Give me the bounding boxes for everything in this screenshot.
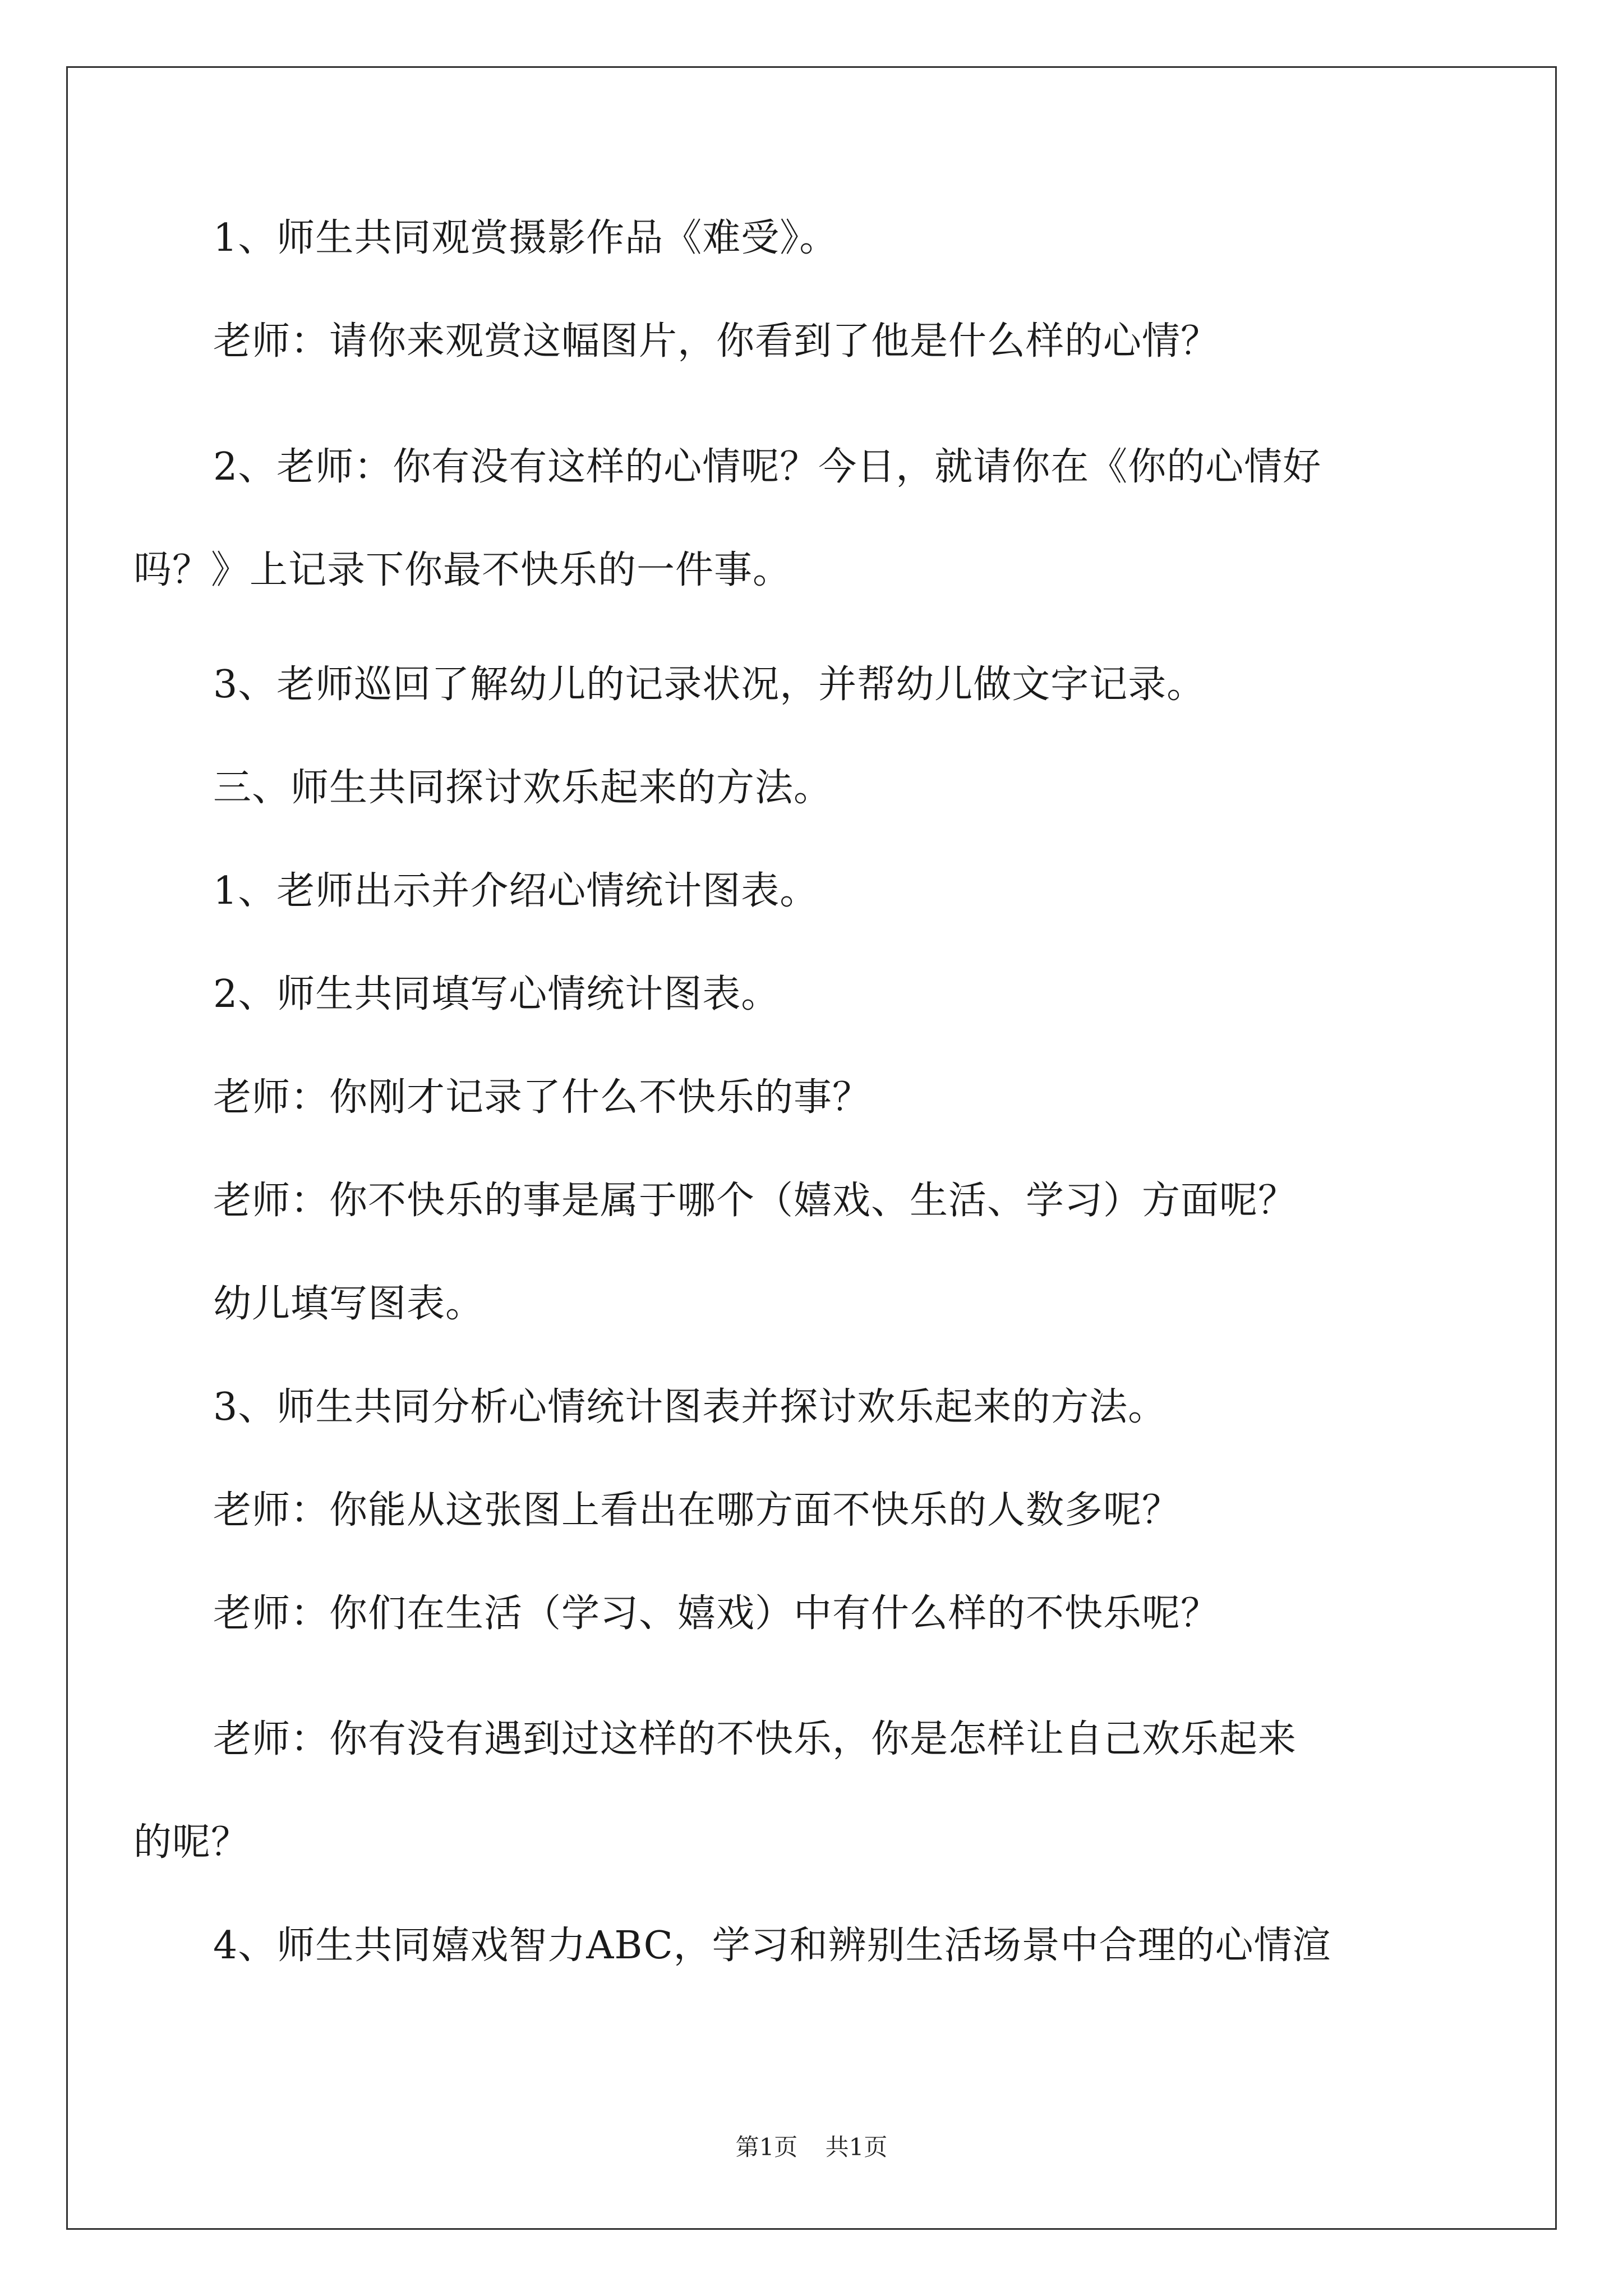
paragraph-line: 老师：你有没有遇到过这样的不快乐，你是怎样让自己欢乐起来: [213, 1717, 1297, 1761]
page-total: 共1页: [825, 2133, 888, 2161]
paragraph-line: 幼儿填写图表。: [213, 1282, 485, 1326]
paragraph-line: 吗？》上记录下你最不快乐的一件事。: [133, 548, 792, 592]
paragraph-line: 三、师生共同探讨欢乐起来的方法。: [213, 766, 833, 810]
paragraph-line: 3、老师巡回了解幼儿的记录状况，并帮幼儿做文字记录。: [213, 662, 1206, 707]
paragraph-line: 1、师生共同观赏摄影作品《难受》。: [213, 216, 838, 260]
paragraph-line: 老师：你能从这张图上看出在哪方面不快乐的人数多呢？: [213, 1488, 1181, 1533]
paragraph-line: 2、师生共同填写心情统计图表。: [213, 972, 780, 1016]
page-footer: [0, 2131, 1623, 2164]
paragraph-line: 老师：请你来观赏这幅图片，你看到了他是什么样的心情？: [213, 319, 1220, 364]
paragraph-line: 2、老师：你有没有这样的心情呢？今日，就请你在《你的心情好: [213, 445, 1322, 489]
paragraph-line: 1、老师出示并介绍心情统计图表。: [213, 869, 819, 913]
paragraph-line: 老师：你不快乐的事是属于哪个（嬉戏、生活、学习）方面呢？: [213, 1179, 1297, 1223]
paragraph-line: 的呢？: [133, 1820, 250, 1865]
paragraph-line: 老师：你刚才记录了什么不快乐的事？: [213, 1075, 872, 1120]
page-number: 第1页: [735, 2133, 798, 2161]
paragraph-line: 3、师生共同分析心情统计图表并探讨欢乐起来的方法。: [213, 1385, 1167, 1429]
paragraph-line: 老师：你们在生活（学习、嬉戏）中有什么样的不快乐呢？: [213, 1591, 1220, 1636]
paragraph-line: 4、师生共同嬉戏智力ABC，学习和辨别生活场景中合理的心情渲: [213, 1924, 1331, 1968]
